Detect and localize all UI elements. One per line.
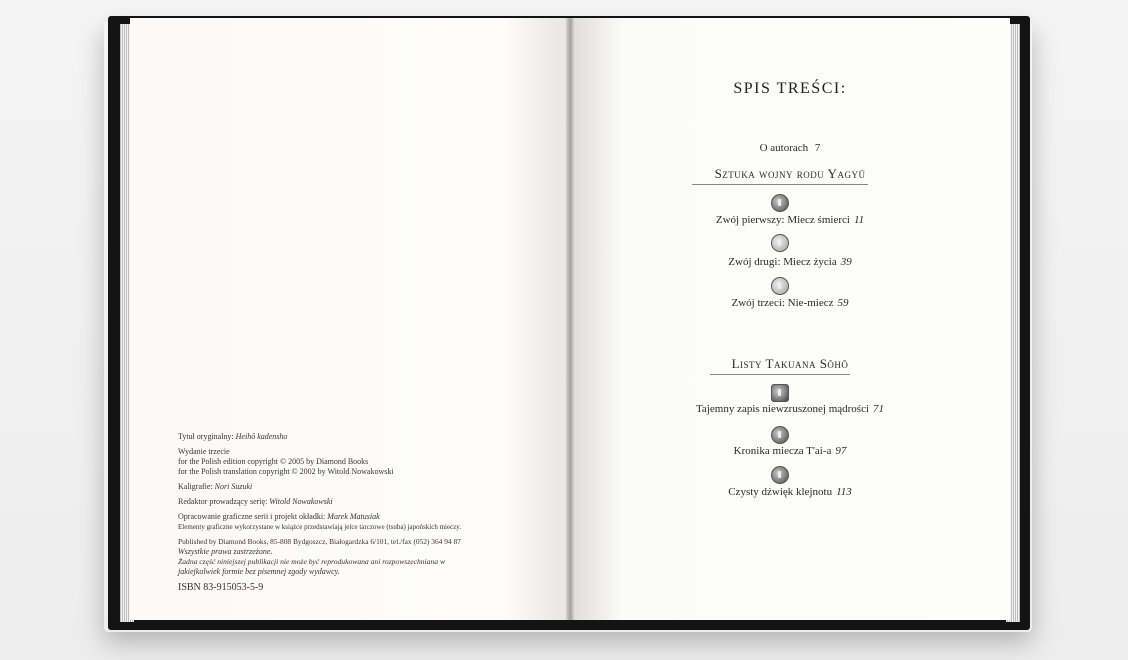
- toc-entry: [570, 297, 1010, 309]
- design-line: [178, 512, 558, 522]
- toc-entry: [570, 256, 1010, 268]
- tsuba-icon: [771, 234, 789, 252]
- series-editor-line: [178, 497, 558, 507]
- toc-entry-label: Kronika miecza T'ai-a: [733, 445, 832, 457]
- original-title: Heihō kadensho: [235, 432, 288, 441]
- left-page: [130, 18, 570, 620]
- rights-text-1: Wszystkie prawa zastrzeżone.: [178, 547, 273, 556]
- design-name: Marek Matusiak: [327, 512, 380, 521]
- toc-entry-label: Zwój trzeci: Nie-miecz: [731, 297, 834, 309]
- toc-entry-page: 113: [836, 486, 852, 498]
- elements-note: Elementy graficzne wykorzystane w książce przedstawiają jelce tarczowe (tsuba) japońskich mieczy.: [178, 523, 462, 531]
- toc-entry-page: 59: [837, 297, 849, 309]
- right-page: [570, 18, 1010, 620]
- edition: Wydanie trzecie: [178, 447, 230, 456]
- toc-entry-label: Zwój pierwszy: Miecz śmierci: [715, 214, 850, 226]
- imprint-block: [178, 432, 558, 593]
- tsuba-icon: [771, 466, 789, 484]
- copyright-translation: for the Polish translation copyright © 2002 by Witold Nowakowski: [178, 467, 394, 476]
- rights-text-3: jakiejkolwiek formie bez pisemnej zgody wydawcy.: [178, 567, 340, 576]
- toc-entry: [570, 445, 1010, 457]
- tsuba-icon: [771, 277, 789, 295]
- toc-entry-label: O autorach: [759, 142, 809, 154]
- rights-line-2: [178, 557, 558, 567]
- original-title-label: Tytuł oryginalny:: [178, 432, 234, 441]
- original-title-line: [178, 432, 558, 442]
- toc-entry-about: [570, 142, 1010, 154]
- design-label: Opracowanie graficzne serii i projekt okładki:: [178, 512, 326, 521]
- tsuba-icon: [771, 384, 789, 402]
- toc-entry-page: 11: [853, 214, 865, 226]
- calligraphy-label: Kaligrafie:: [178, 482, 213, 491]
- series-editor-label: Redaktor prowadzący serię:: [178, 497, 268, 506]
- rights-line-3: [178, 567, 558, 577]
- toc-title: SPIS TREŚCI:: [733, 80, 847, 97]
- isbn: ISBN 83-915053-5-9: [178, 582, 264, 593]
- copyright-edition: for the Polish edition copyright © 2005 by Diamond Books: [178, 457, 369, 466]
- rights-line-1: [178, 547, 558, 557]
- publisher-line: Published by Diamond Books, 85-808 Bydgoszcz, Białogardzka 6/101, tel./fax (052) 364 94 87: [178, 537, 461, 546]
- toc-section-title: Sztuka wojny rodu Yagyū: [714, 166, 866, 181]
- tsuba-icon: [771, 194, 789, 212]
- toc-section-2: [570, 356, 1010, 372]
- section-2-underline: [710, 374, 850, 375]
- toc-entry-page: 97: [835, 445, 847, 457]
- toc-entry: [570, 214, 1010, 226]
- calligraphy-name: Nori Suzuki: [214, 482, 253, 491]
- calligraphy-line: [178, 482, 558, 492]
- book-gutter: [566, 18, 574, 620]
- toc-entry-label: Tajemny zapis niewzruszonej mądrości: [695, 403, 870, 415]
- toc-entry-label: Czysty dźwięk klejnotu: [728, 486, 833, 498]
- rights-text-2: Żadna część niniejszej publikacji nie może być reprodukowana ani rozpowszechniana w: [178, 557, 446, 566]
- toc-entry: [570, 403, 1010, 415]
- toc-entry-page: 7: [814, 142, 821, 154]
- toc-entry-label: Zwój drugi: Miecz życia: [728, 256, 837, 268]
- toc-entry-page: 71: [873, 403, 885, 415]
- series-editor-name: Witold Nowakowski: [269, 497, 333, 506]
- toc-entry-page: 39: [840, 256, 852, 268]
- toc-section-1: [570, 166, 1010, 182]
- toc-entry: [570, 486, 1010, 498]
- tsuba-icon: [771, 426, 789, 444]
- section-1-underline: [692, 184, 868, 185]
- toc-section-title: Listy Takuana Sōhō: [731, 356, 849, 371]
